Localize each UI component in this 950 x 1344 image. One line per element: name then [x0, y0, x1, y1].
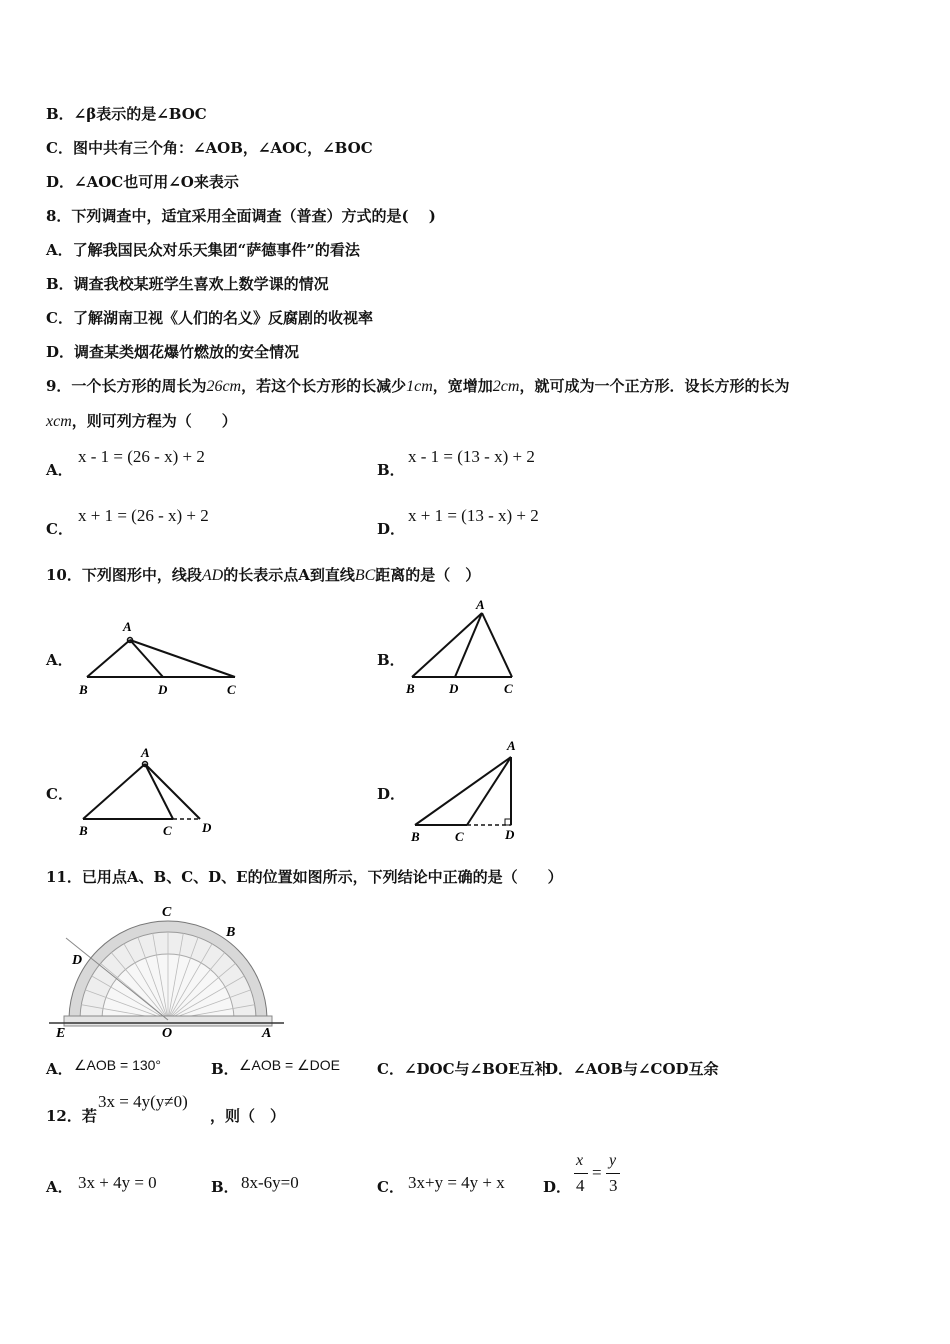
q11-option-c: C．∠DOC与∠BOE互补	[377, 1060, 550, 1078]
protractor-figure	[44, 898, 284, 1043]
q11-option-d: D．∠AOB与∠COD互余	[545, 1060, 719, 1078]
protractor-label-d: D	[72, 953, 83, 968]
fig-d-label-c: C	[455, 829, 464, 844]
q12-option-d-fractions	[572, 1152, 624, 1198]
q12-d-numerator-x: x	[576, 1152, 584, 1169]
q9-option-b-equation: x - 1 = (13 - x) + 2	[408, 447, 535, 466]
q10-figure-c	[75, 742, 225, 842]
fig-c-label-b: B	[79, 823, 88, 838]
q7-option-b: B．∠β表示的是∠BOC	[46, 105, 207, 123]
fig-d-label-d: D	[505, 827, 515, 842]
q10-option-d-label: D．	[377, 785, 406, 803]
q8-option-a: A．了解我国民众对乐天集团“萨德事件”的看法	[46, 241, 360, 259]
q12-option-a: 3x + 4y = 0	[78, 1173, 157, 1192]
q12-condition: 3x = 4y(y≠0)	[98, 1092, 188, 1111]
q12-d-denominator-4: 4	[576, 1176, 585, 1195]
q9-perimeter: 26cm	[206, 378, 242, 395]
q11-option-a-label: A．	[46, 1060, 73, 1078]
q12-d-fraction-bar-1	[574, 1173, 588, 1174]
q9-stem-line1: 9．一个长方形的周长为26cm，若这个长方形的长减少1cm，宽增加2cm，就可成为一个正方形．设长方形的长为	[46, 377, 790, 395]
q11-option-a: ∠AOB = 130°	[74, 1057, 162, 1073]
q9-option-d-equation: x + 1 = (13 - x) + 2	[408, 506, 539, 525]
q12-stem-suffix: ，则（ ）	[210, 1107, 286, 1125]
q12-option-d-label: D．	[543, 1178, 572, 1196]
q9-option-a-label: A．	[46, 461, 73, 479]
fig-d-label-a: A	[507, 738, 516, 753]
fig-c-label-a: A	[141, 745, 150, 760]
q10-segment: AD	[201, 567, 224, 584]
fig-a-label-a: A	[123, 619, 132, 634]
q12-option-c-label: C．	[377, 1178, 404, 1196]
q10-figure-d	[405, 735, 535, 847]
q10-stem: 10．下列图形中，线段AD的长表示点A到直线BC距离的是（ ）	[46, 566, 481, 584]
q9-increase: 2cm	[492, 378, 520, 395]
q9-stem-line2: xcm，则可列方程为（ ）	[46, 412, 237, 430]
q8-stem: 8．下列调查中，适宜采用全面调查（普查）方式的是( )	[46, 207, 436, 225]
q10-option-c-label: C．	[46, 785, 73, 803]
protractor-label-b: B	[226, 925, 236, 940]
q10-figure-b	[400, 595, 530, 700]
q8-option-d: D．调查某类烟花爆竹燃放的安全情况	[46, 343, 300, 361]
fig-c-label-d: D	[202, 820, 212, 835]
q12-d-denominator-3: 3	[609, 1176, 618, 1195]
q9-option-a-equation: x - 1 = (26 - x) + 2	[78, 447, 205, 466]
protractor-label-c: C	[162, 905, 172, 920]
q10-option-b-label: B．	[377, 651, 405, 669]
fig-c-label-c: C	[163, 823, 172, 838]
q12-d-equals: =	[592, 1163, 602, 1182]
q12-option-b: 8x-6y=0	[241, 1173, 299, 1192]
q11-stem: 11．已用点A、B、C、D、E的位置如图所示，下列结论中正确的是（ ）	[46, 868, 563, 886]
protractor-label-e: E	[56, 1026, 66, 1041]
fig-b-label-a: A	[476, 597, 485, 612]
q9-option-c-equation: x + 1 = (26 - x) + 2	[78, 506, 209, 525]
q7-option-d: D．∠AOC也可用∠O来表示	[46, 173, 239, 191]
fig-a-label-c: C	[227, 682, 236, 697]
q12-option-a-label: A．	[46, 1178, 73, 1196]
fig-b-label-b: B	[406, 681, 415, 696]
q7-option-c: C．图中共有三个角：∠AOB，∠AOC，∠BOC	[46, 139, 373, 157]
q12-stem-prefix: 12．若	[46, 1107, 97, 1125]
q12-option-b-label: B．	[211, 1178, 239, 1196]
q9-option-c-label: C．	[46, 520, 73, 538]
protractor-label-o: O	[162, 1026, 173, 1041]
q8-option-b: B．调查我校某班学生喜欢上数学课的情况	[46, 275, 329, 293]
q11-option-b-label: B．	[211, 1060, 239, 1078]
fig-b-label-c: C	[504, 681, 513, 696]
q12-d-numerator-y: y	[609, 1152, 617, 1169]
q8-option-c: C．了解湖南卫视《人们的名义》反腐剧的收视率	[46, 309, 373, 327]
q9-decrease: 1cm	[406, 378, 433, 395]
q9-variable: xcm	[46, 413, 72, 430]
fig-a-label-d: D	[158, 682, 168, 697]
q10-option-a-label: A．	[46, 651, 73, 669]
protractor-label-a: A	[262, 1026, 272, 1041]
q12-option-c: 3x+y = 4y + x	[408, 1173, 505, 1192]
q11-option-b: ∠AOB = ∠DOE	[239, 1057, 340, 1073]
q10-line: BC	[354, 567, 376, 584]
q9-option-d-label: D．	[377, 520, 406, 538]
fig-d-label-b: B	[411, 829, 420, 844]
q12-d-fraction-bar-2	[606, 1173, 620, 1174]
q10-figure-a	[75, 615, 250, 700]
fig-a-label-b: B	[79, 682, 88, 697]
fig-b-label-d: D	[449, 681, 459, 696]
q9-option-b-label: B．	[377, 461, 405, 479]
